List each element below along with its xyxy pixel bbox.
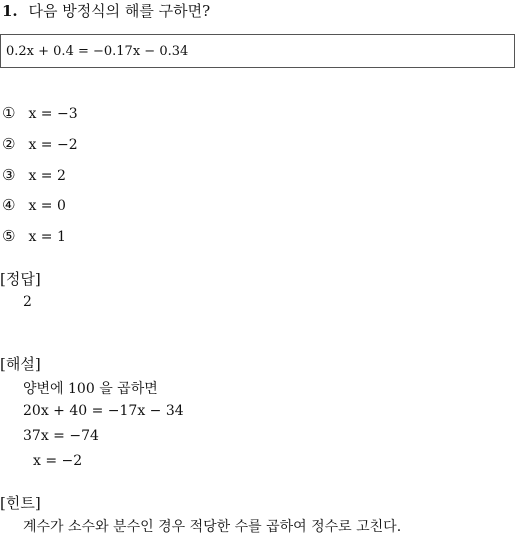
option-3-marker: ③ xyxy=(2,166,16,184)
option-2-text: x = −2 xyxy=(28,137,78,153)
answer-value: 2 xyxy=(23,294,32,310)
solution-heading: [해설] xyxy=(0,355,41,373)
option-3[interactable] xyxy=(2,166,66,184)
option-3-text: x = 2 xyxy=(28,168,66,184)
question-number: 1. xyxy=(2,2,18,20)
option-2[interactable] xyxy=(2,135,78,153)
option-4[interactable] xyxy=(2,196,66,214)
equation-box xyxy=(0,34,515,68)
option-1[interactable] xyxy=(2,104,78,122)
option-5[interactable] xyxy=(2,227,66,245)
equation-text: 0.2x + 0.4 = −0.17x − 0.34 xyxy=(6,44,189,59)
option-1-text: x = −3 xyxy=(28,106,78,122)
option-4-text: x = 0 xyxy=(28,198,66,214)
option-1-marker: ① xyxy=(2,104,16,122)
solution-line-4: x = −2 xyxy=(33,453,83,469)
hint-heading: [힌트] xyxy=(0,494,41,512)
option-5-marker: ⑤ xyxy=(2,227,16,245)
solution-line-2: 20x + 40 = −17x − 34 xyxy=(23,403,184,419)
answer-heading: [정답] xyxy=(0,270,41,288)
question-header xyxy=(2,0,210,21)
solution-line-1: 양변에 100 을 곱하면 xyxy=(23,381,158,397)
option-4-marker: ④ xyxy=(2,196,16,214)
hint-text: 계수가 소수와 분수인 경우 적당한 수를 곱하여 정수로 고친다. xyxy=(23,519,402,535)
solution-line-3: 37x = −74 xyxy=(23,428,99,444)
option-5-text: x = 1 xyxy=(28,229,66,245)
option-2-marker: ② xyxy=(2,135,16,153)
question-text: 다음 방정식의 해를 구하면? xyxy=(28,2,211,20)
